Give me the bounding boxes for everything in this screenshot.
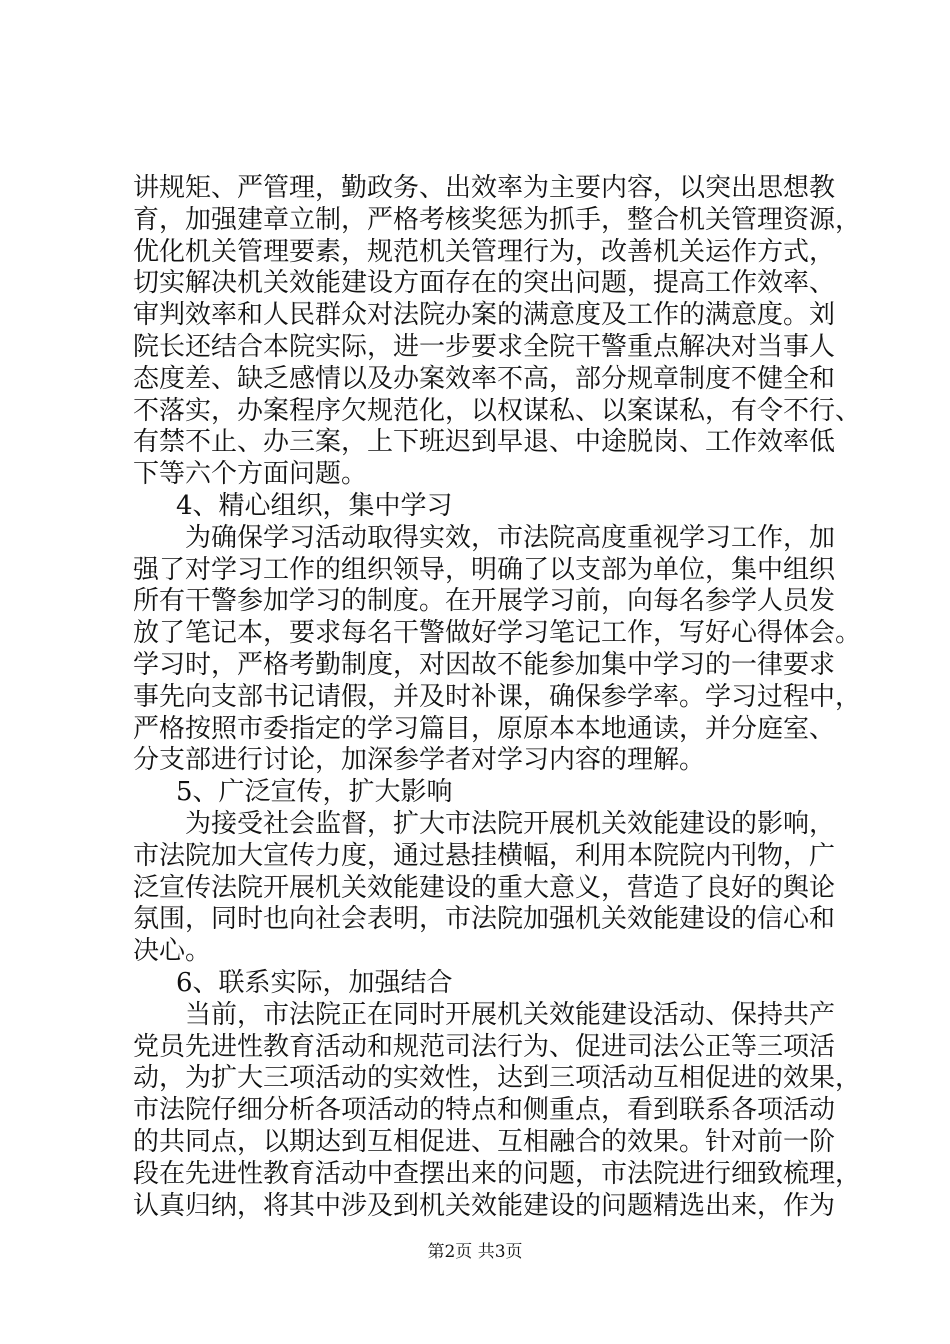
text-line: 氛围，同时也向社会表明，市法院加强机关效能建设的信心和 <box>133 904 836 935</box>
text-line: 市法院仔细分析各项活动的特点和侧重点，看到联系各项活动 <box>133 1095 836 1126</box>
text-line: 段在先进性教育活动中查摆出来的问题，市法院进行细致梳理， <box>133 1158 862 1189</box>
text-line: 育，加强建章立制，严格考核奖惩为抓手，整合机关管理资源， <box>133 204 862 235</box>
section-heading: 4、精心组织，集中学习 <box>176 490 453 521</box>
text-line: 严格按照市委指定的学习篇目，原原本本地通读，并分庭室、 <box>133 713 836 744</box>
text-line: 为确保学习活动取得实效，市法院高度重视学习工作，加 <box>185 522 836 553</box>
text-line: 讲规矩、严管理，勤政务、出效率为主要内容，以突出思想教 <box>133 173 836 203</box>
text-line: 审判效率和人民群众对法院办案的满意度及工作的满意度。刘 <box>133 300 836 331</box>
text-line: 下等六个方面问题。 <box>133 459 368 490</box>
text-line: 的共同点，以期达到互相促进、互相融合的效果。针对前一阶 <box>133 1126 836 1157</box>
text-line: 放了笔记本，要求每名干警做好学习笔记工作，写好心得体会。 <box>133 618 862 649</box>
text-line: 事先向支部书记请假，并及时补课，确保参学率。学习过程中， <box>133 681 862 712</box>
text-line: 有禁不止、办三案，上下班迟到早退、中途脱岗、工作效率低 <box>133 427 836 458</box>
text-line: 动，为扩大三项活动的实效性，达到三项活动互相促进的效果， <box>133 1063 862 1094</box>
text-line: 认真归纳，将其中涉及到机关效能建设的问题精选出来，作为 <box>133 1190 836 1221</box>
text-line: 为接受社会监督，扩大市法院开展机关效能建设的影响， <box>185 808 836 839</box>
text-line: 强了对学习工作的组织领导，明确了以支部为单位，集中组织 <box>133 554 836 585</box>
text-line: 所有干警参加学习的制度。在开展学习前，向每名参学人员发 <box>133 586 836 617</box>
document-body <box>133 173 862 1222</box>
text-line: 优化机关管理要素，规范机关管理行为，改善机关运作方式， <box>133 236 836 267</box>
section-heading: 5、广泛宣传，扩大影响 <box>176 777 453 808</box>
page-footer: 第2页 共3页 <box>427 1242 523 1262</box>
text-line: 当前，市法院正在同时开展机关效能建设活动、保持共产 <box>185 999 836 1030</box>
text-line: 切实解决机关效能建设方面存在的突出问题，提高工作效率、 <box>133 268 836 299</box>
text-line: 学习时，严格考勤制度，对因故不能参加集中学习的一律要求 <box>133 649 836 680</box>
text-line: 不落实，办案程序欠规范化，以权谋私、以案谋私，有令不行、 <box>133 395 862 426</box>
text-line: 分支部进行讨论，加深参学者对学习内容的理解。 <box>133 745 706 776</box>
text-line: 决心。 <box>133 936 212 967</box>
text-line: 市法院加大宣传力度，通过悬挂横幅，利用本院院内刊物，广 <box>133 840 836 871</box>
text-line: 泛宣传法院开展机关效能建设的重大意义，营造了良好的舆论 <box>133 872 836 903</box>
section-heading: 6、联系实际，加强结合 <box>176 967 453 998</box>
text-line: 院长还结合本院实际，进一步要求全院干警重点解决对当事人 <box>133 331 836 362</box>
text-line: 态度差、缺乏感情以及办案效率不高，部分规章制度不健全和 <box>133 363 836 394</box>
text-line: 党员先进性教育活动和规范司法行为、促进司法公正等三项活 <box>133 1031 836 1062</box>
